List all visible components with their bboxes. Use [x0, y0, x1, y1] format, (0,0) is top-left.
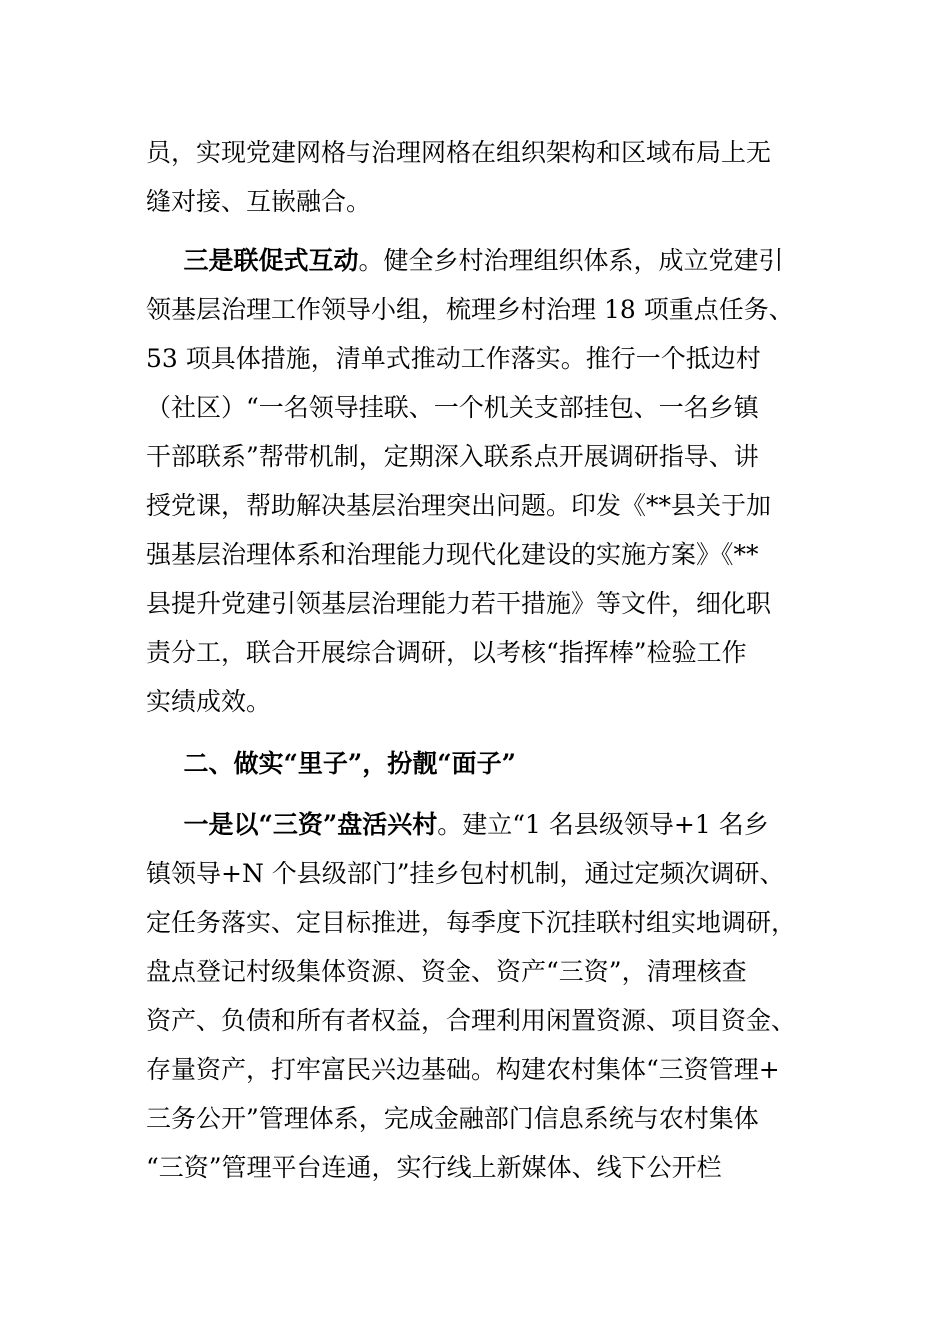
text-line: 镇领导+N 个县级部门”挂乡包村机制，通过定频次调研、 [146, 859, 785, 888]
text-line: 强基层治理体系和治理能力现代化建设的实施方案》《** [146, 540, 759, 569]
paragraph-lead: 一是以“三资”盘活兴村 [183, 810, 438, 839]
text-line: （社区）“一名领导挂联、一个机关支部挂包、一名乡镇 [146, 393, 759, 422]
section-heading [146, 739, 806, 788]
paragraph-grid-integration [146, 128, 806, 226]
text-line: 三务公开”管理体系，完成金融部门信息系统与农村集体 [146, 1104, 759, 1133]
text-line [146, 236, 806, 285]
text-line: 资产、负债和所有者权益，合理利用闲置资源、项目资金、 [146, 1006, 797, 1035]
text-line: 领基层治理工作领导小组，梳理乡村治理 18 项重点任务、 [146, 295, 794, 324]
text-span: 。建立“1 名县级领导+1 名乡 [437, 810, 769, 839]
text-line: 干部联系”帮带机制，定期深入联系点开展调研指导、讲 [146, 442, 759, 471]
text-line: 定任务落实、定目标推进，每季度下沉挂联村组实地调研， [146, 908, 797, 937]
text-line: “三资”管理平台连通，实行线上新媒体、线下公开栏 [146, 1153, 722, 1182]
paragraph-lead: 三是联促式互动 [183, 246, 359, 275]
text-line: 授党课，帮助解决基层治理突出问题。印发《**县关于加 [146, 491, 772, 520]
text-line: 53 项具体措施，清单式推动工作落实。推行一个抵边村 [146, 344, 761, 373]
paragraph-three-assets [146, 800, 806, 1192]
text-line: 存量资产，打牢富民兴边基础。构建农村集体“三资管理+ [146, 1055, 780, 1084]
text-line: 员，实现党建网格与治理网格在组织架构和区域布局上无 [146, 138, 772, 167]
text-line: 实绩成效。 [146, 687, 272, 716]
text-line: 县提升党建引领基层治理能力若干措施》等文件，细化职 [146, 589, 772, 618]
heading-text: 二、做实“里子”，扮靓“面子” [183, 749, 517, 778]
text-line [146, 800, 806, 849]
paragraph-linked-interaction [146, 236, 806, 726]
text-line: 责分工，联合开展综合调研，以考核“指挥棒”检验工作 [146, 638, 747, 667]
text-span: 。健全乡村治理组织体系，成立党建引 [358, 246, 784, 275]
text-line: 盘点登记村级集体资源、资金、资产“三资”，清理核查 [146, 957, 747, 986]
text-line [146, 739, 806, 788]
text-line: 缝对接、互嵌融合。 [146, 187, 372, 216]
